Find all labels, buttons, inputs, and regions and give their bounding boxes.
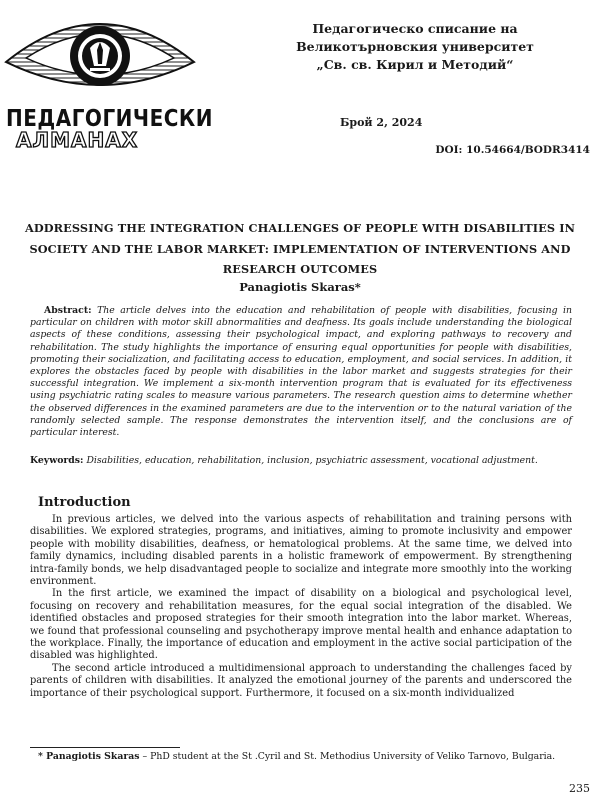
abstract-label: Abstract: [44,305,92,316]
footnote-divider [30,747,180,748]
footnote-author: * Panagiotis Skaras [38,751,140,762]
paragraph: In the first article, we examined the impact of disability on a biological and psychological level, focusing on recovery and rehabilitation measures, for the equal social integration of the disabled. We identified obstacles and proposed strategies for their smooth integration into the labor market. Whereas, we found that professional counseling and psychotherapy improve mental health and enhance adaptation to the workplace. Finally, the importance of education and employment in the active social participation of the disabled was highlighted. [30,588,572,662]
body-text [30,514,572,700]
journal-name-line: Педагогическо списание на [312,21,518,36]
keywords [30,455,572,467]
eye-logo-icon [2,0,198,104]
journal-name-line: Великотърновския университет [296,39,534,54]
keywords-label: Keywords: [30,455,84,466]
journal-name-line: „Св. св. Кирил и Методий“ [316,57,514,72]
abstract-text: The article delves into the education and rehabilitation of people with disabilities, focusing in particular on children with motor skill abnormalities and deafness. Its goals include understanding the biological aspects of these conditions, assessing their psychological impact, and exploring pathways to recovery and rehabilitation. The study highlights the importance of ensuring equal opportunities for people with disabilities, promoting their socialization, and facilitating access to education, employment, and social services. In addition, it explores the obstacles faced by people with disabilities in the labor market and suggests strategies for their successful integration. We implement a six-month intervention program that is evaluated for its effectiveness using psychiatric rating scales to measure various parameters. The research question aims to determine whether the observed differences in the examined parameters are due to the intervention or to the natural variation of the randomly selected sample. The response demonstrates the intervention itself, and the conclusions are of particular interest. [30,305,572,439]
footnote-text: – PhD student at the St .Cyril and St. Methodius University of Veliko Tarnovo, Bulgaria. [139,751,556,762]
logo-text-pedagogicheski: ПЕДАГОГИЧЕСКИ [6,104,214,132]
section-heading-introduction: Introduction [38,495,131,510]
paragraph: The second article introduced a multidimensional approach to understanding the challenges faced by parents of children with disabilities. It analyzed the emotional journey of the parents and underscored the importance of their psychological support. Furthermore, it focused on a six-month individualized [30,662,572,699]
page-number: 235 [569,782,590,795]
abstract [30,305,572,439]
journal-logo [2,0,214,160]
article-title: ADDRESSING THE INTEGRATION CHALLENGES OF PEOPLE WITH DISABILITIES IN SOCIETY AND THE LABOR MARKET: IMPLEMENTATION OF INTERVENTIONS AND RESEARCH OUTCOMES [24,221,575,276]
footnote [30,751,572,763]
logo-text-almanah: АЛМАНАХ [16,128,139,152]
issue-number: Брой 2, 2024 [340,116,423,129]
keywords-text: Disabilities, education, rehabilitation, inclusion, psychiatric assessment, vocational adjustment. [86,455,538,466]
article-author: Panagiotis Skaras* [239,280,361,294]
journal-name [230,20,600,74]
doi-link[interactable]: DOI: 10.54664/BODR3414 [435,144,590,156]
paragraph: In previous articles, we delved into the various aspects of rehabilitation and training persons with disabilities. We explored strategies, programs, and initiatives, aiming to promote inclusivity and empower people with mobility disabilities, deafness, or hematological problems. At the same time, we delved into family dynamics, including disabled parents in a holistic framework of empowerment. By strengthening intra-family bonds, we help disadvantaged people to socialize and integrate more smoothly into the working environment. [30,514,572,588]
